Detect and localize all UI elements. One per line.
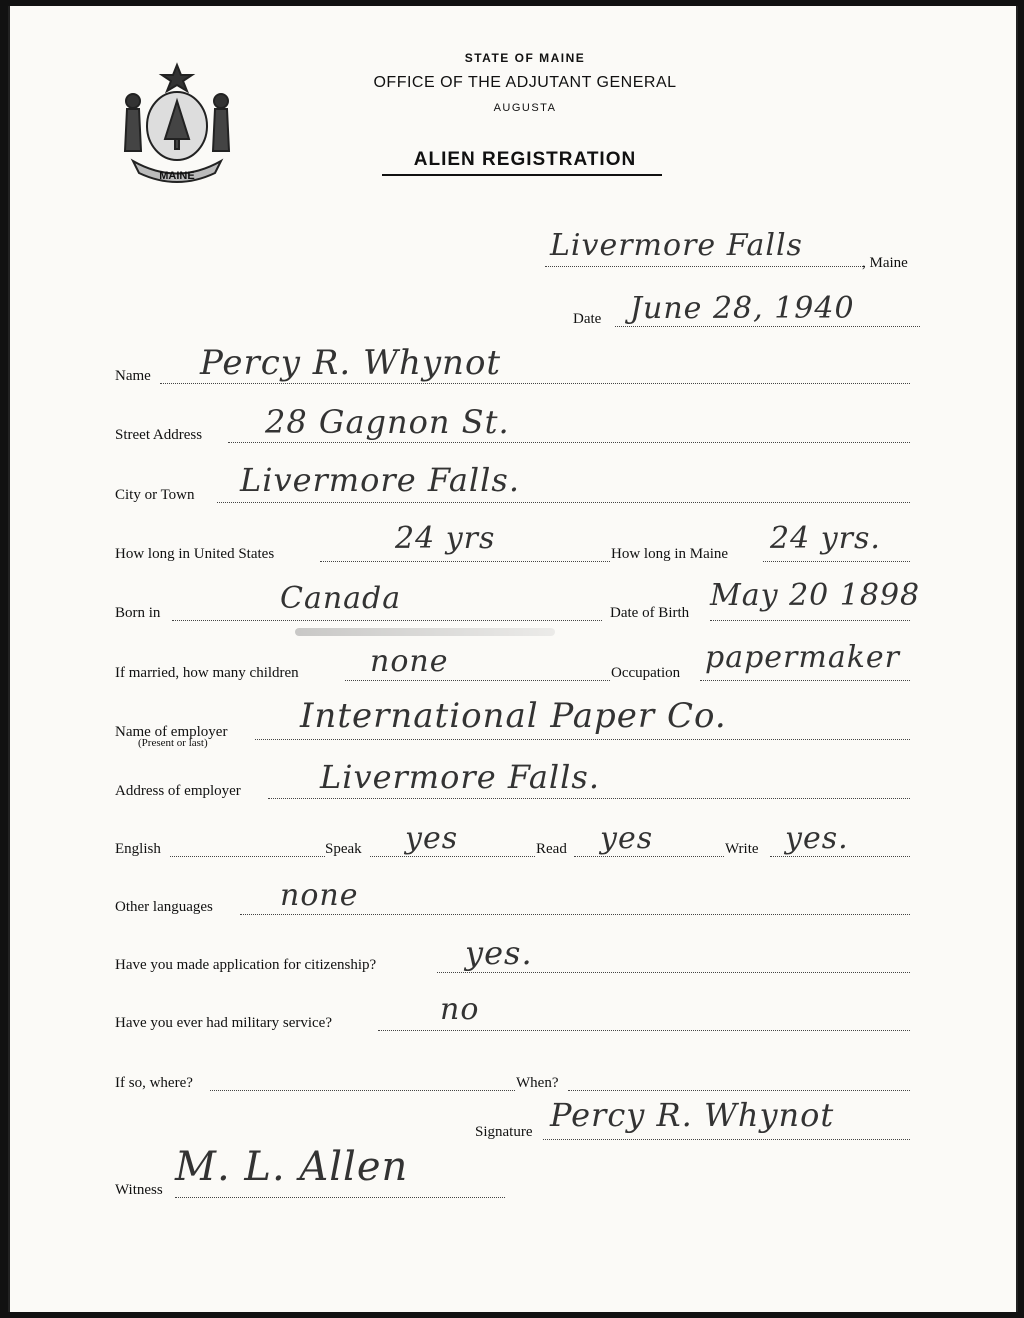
- maine-time-label: How long in Maine: [611, 546, 729, 562]
- born-label: Born in: [115, 605, 161, 621]
- street-line: [228, 442, 910, 443]
- street-value: 28 Gagnon St.: [265, 403, 510, 441]
- children-value: none: [370, 644, 449, 679]
- born-line: [172, 620, 602, 621]
- military-value: no: [440, 992, 480, 1027]
- other-lang-label: Other languages: [115, 899, 213, 915]
- header-city: AUGUSTA: [493, 102, 557, 114]
- header-state: STATE OF MAINE: [464, 51, 586, 65]
- date-value: June 28, 1940: [630, 291, 855, 326]
- when-line: [568, 1090, 910, 1091]
- children-label: If married, how many children: [115, 665, 299, 681]
- form-title: ALIEN REGISTRATION: [413, 149, 637, 170]
- form-paper: [8, 6, 1018, 1312]
- occupation-value: papermaker: [705, 640, 900, 675]
- write-value: yes.: [785, 821, 849, 856]
- date-label: Date: [573, 311, 602, 327]
- born-value: Canada: [280, 581, 402, 616]
- employer-addr-value: Livermore Falls.: [320, 758, 600, 796]
- speak-line: [370, 856, 535, 857]
- other-lang-value: none: [280, 878, 359, 913]
- witness-label: Witness: [115, 1182, 163, 1198]
- us-time-value: 24 yrs: [395, 521, 496, 556]
- occupation-label: Occupation: [611, 665, 681, 681]
- write-label: Write: [725, 841, 759, 857]
- employer-line: [255, 739, 910, 740]
- write-line: [770, 856, 910, 857]
- us-time-label: How long in United States: [115, 546, 275, 562]
- smudge-mark: [295, 628, 555, 636]
- citizenship-label: Have you made application for citizenship?: [115, 957, 377, 973]
- signature-label: Signature: [475, 1124, 533, 1140]
- date-line: [615, 326, 920, 327]
- read-line: [574, 856, 724, 857]
- english-label: English: [115, 841, 161, 857]
- english-line: [170, 856, 325, 857]
- employer-note: (Present or last): [138, 737, 208, 749]
- when-label: When?: [516, 1075, 559, 1091]
- maine-time-line: [763, 561, 910, 562]
- speak-value: yes: [405, 821, 459, 856]
- place-value: Livermore Falls: [550, 228, 803, 263]
- occupation-line: [700, 680, 910, 681]
- street-label: Street Address: [115, 427, 203, 443]
- citizenship-line: [437, 972, 910, 973]
- us-time-line: [320, 561, 610, 562]
- witness-value: M. L. Allen: [175, 1144, 409, 1190]
- signature-line: [543, 1139, 910, 1140]
- military-label: Have you ever had military service?: [115, 1015, 332, 1031]
- employer-value: International Paper Co.: [300, 696, 727, 736]
- dob-line: [710, 620, 910, 621]
- military-line: [378, 1030, 910, 1031]
- read-value: yes: [600, 821, 654, 856]
- speak-label: Speak: [325, 841, 362, 857]
- employer-label: Name of employer: [115, 724, 228, 740]
- city-value: Livermore Falls.: [240, 461, 520, 499]
- children-line: [345, 680, 610, 681]
- signature-value: Percy R. Whynot: [550, 1096, 835, 1134]
- title-underline: [382, 174, 662, 176]
- dob-value: May 20 1898: [710, 578, 921, 613]
- citizenship-value: yes.: [465, 934, 533, 972]
- city-line: [217, 502, 910, 503]
- witness-line: [175, 1197, 505, 1198]
- name-label: Name: [115, 368, 151, 384]
- employer-addr-label: Address of employer: [115, 783, 241, 799]
- city-label: City or Town: [115, 487, 195, 503]
- seal-label: MAINE: [159, 170, 195, 182]
- employer-addr-line: [268, 798, 910, 799]
- name-line: [160, 383, 910, 384]
- dob-label: Date of Birth: [610, 605, 690, 621]
- place-suffix: , Maine: [862, 255, 908, 271]
- header-office: OFFICE OF THE ADJUTANT GENERAL: [373, 74, 677, 91]
- place-line: [545, 266, 865, 267]
- read-label: Read: [536, 841, 567, 857]
- name-value: Percy R. Whynot: [200, 343, 502, 383]
- where-label: If so, where?: [115, 1075, 193, 1091]
- where-line: [210, 1090, 515, 1091]
- state-seal-icon: [115, 61, 240, 191]
- other-lang-line: [240, 914, 910, 915]
- maine-time-value: 24 yrs.: [770, 521, 881, 556]
